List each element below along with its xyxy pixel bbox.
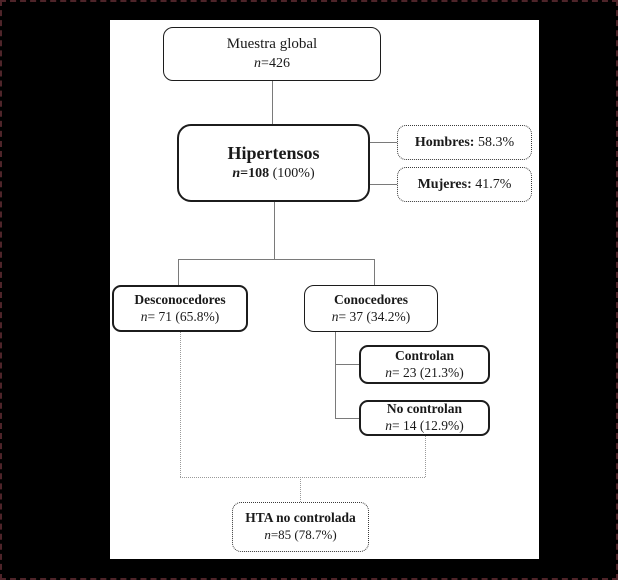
connector-split-desconocedores bbox=[178, 259, 179, 285]
node-hta-stat: n=85 (78.7%) bbox=[264, 527, 337, 543]
node-desconocedores-title: Desconocedores bbox=[134, 291, 226, 307]
node-controlan bbox=[359, 345, 490, 384]
node-no-controlan-stat: n= 14 (12.9%) bbox=[385, 418, 464, 433]
node-hipertensos-stat: n=108 (100%) bbox=[232, 165, 315, 181]
node-hombres-text: Hombres: 58.3% bbox=[414, 134, 515, 150]
dotted-connector-no-controlan-down bbox=[425, 436, 426, 477]
connector-controlan-branch bbox=[335, 364, 359, 365]
node-conocedores-title: Conocedores bbox=[334, 291, 408, 307]
connector-muestra-hipertensos bbox=[272, 81, 273, 124]
node-hta-title: HTA no controlada bbox=[245, 510, 356, 526]
node-hombres bbox=[397, 125, 532, 160]
dotted-connector-desconocedores-down bbox=[180, 332, 181, 477]
node-desconocedores bbox=[112, 285, 248, 332]
connector-conocedores-drop bbox=[335, 332, 336, 418]
connector-hipertensos-mujeres bbox=[370, 184, 397, 185]
node-desconocedores-stat: n= 71 (65.8%) bbox=[140, 308, 220, 324]
connector-hipertensos-hombres bbox=[370, 142, 397, 143]
dotted-connector-hta-drop bbox=[300, 477, 301, 502]
node-muestra-global bbox=[163, 27, 381, 81]
dotted-connector-horizontal bbox=[180, 477, 425, 478]
connector-hipertensos-split bbox=[274, 202, 275, 259]
node-muestra-global-stat: n=426 bbox=[254, 55, 290, 71]
connector-split-conocedores bbox=[374, 259, 375, 285]
node-controlan-stat: n= 23 (21.3%) bbox=[385, 364, 464, 380]
connector-split-horizontal bbox=[178, 259, 374, 260]
flowchart-canvas bbox=[110, 20, 539, 559]
node-conocedores bbox=[304, 285, 438, 332]
node-muestra-global-title: Muestra global bbox=[226, 36, 318, 53]
node-mujeres-text: Mujeres: 41.7% bbox=[417, 176, 512, 192]
connector-no-controlan-branch bbox=[335, 418, 359, 419]
node-hipertensos-title: Hipertensos bbox=[227, 143, 320, 164]
node-mujeres bbox=[397, 167, 532, 202]
node-hta-no-controlada bbox=[232, 502, 369, 552]
node-conocedores-stat: n= 37 (34.2%) bbox=[331, 308, 411, 324]
node-controlan-title: Controlan bbox=[394, 347, 454, 363]
node-no-controlan bbox=[359, 400, 490, 436]
node-hipertensos bbox=[177, 124, 370, 202]
node-no-controlan-title: No controlan bbox=[386, 401, 463, 417]
